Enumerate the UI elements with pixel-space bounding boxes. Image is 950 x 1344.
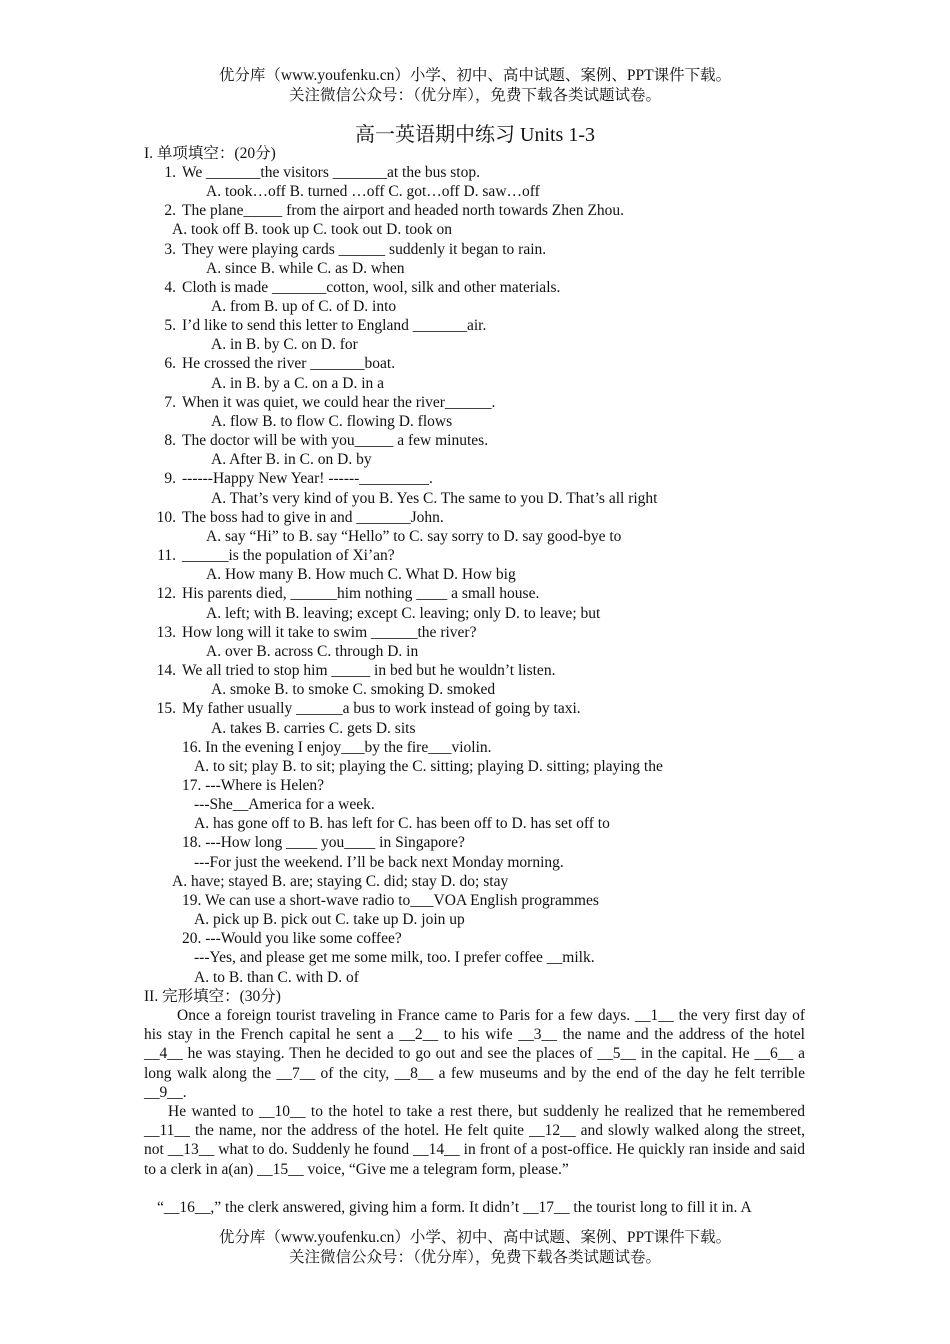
- question-17-dialogue: ---She__America for a week.: [194, 796, 375, 813]
- question-text: When it was quiet, we could hear the river______.: [182, 394, 496, 411]
- question-text: They were playing cards ______ suddenly it began to rain.: [182, 241, 547, 258]
- question-3-stem: [144, 240, 546, 259]
- question-19-options: A. pick up B. pick out C. take up D. join up: [194, 911, 465, 928]
- question-14-stem: [144, 661, 555, 680]
- question-number: 1.: [164, 164, 176, 181]
- question-number: 13.: [156, 624, 176, 641]
- cloze-paragraph-1: Once a foreign tourist traveling in France came to Paris for a few days. __1__ the very first day of his stay in the French capital he sent a __2__ to his wife __3__ the name and the address of the hotel __4__ he was staying. Then he decided to go out and see the places of __5__ in the capital. He __6__ a long walk along the __7__ of the city, __8__ a few museums and by the end of the day he felt terrible __9__.: [144, 1007, 805, 1101]
- question-text: ______is the population of Xi’an?: [182, 547, 395, 564]
- question-18-stem: 18. ---How long ____ you____ in Singapore?: [182, 834, 465, 851]
- question-5-stem: [144, 316, 486, 335]
- question-20-dialogue: ---Yes, and please get me some milk, too. I prefer coffee __milk.: [194, 949, 595, 966]
- question-19-stem: 19. We can use a short-wave radio to___VOA English programmes: [182, 892, 599, 909]
- question-4-stem: [144, 278, 560, 297]
- question-14-options: A. smoke B. to smoke C. smoking D. smoked: [211, 681, 496, 698]
- question-text: The plane_____ from the airport and headed north towards Zhen Zhou.: [182, 202, 625, 219]
- question-number: 9.: [164, 470, 176, 487]
- question-1-stem: [144, 163, 480, 182]
- question-text: He crossed the river _______boat.: [182, 355, 396, 372]
- question-text: I’d like to send this letter to England _______air.: [182, 317, 487, 334]
- section-2-heading: II. 完形填空：(30分): [144, 988, 281, 1005]
- question-17-options: A. has gone off to B. has left for C. has been off to D. has set off to: [194, 815, 610, 832]
- question-12-options: A. left; with B. leaving; except C. leaving; only D. to leave; but: [206, 605, 601, 622]
- question-2-options: A. took off B. took up C. took out D. took on: [172, 221, 453, 238]
- question-number: 6.: [164, 355, 176, 372]
- cloze-paragraph-3: “__16__,” the clerk answered, giving him a form. It didn’t __17__ the tourist long to fill it in. A: [157, 1199, 752, 1216]
- question-11-options: A. How many B. How much C. What D. How big: [206, 566, 516, 583]
- question-2-stem: [144, 201, 624, 220]
- question-18-dialogue: ---For just the weekend. I’ll be back next Monday morning.: [194, 854, 564, 871]
- question-number: 2.: [164, 202, 176, 219]
- question-9-stem: [144, 469, 433, 488]
- question-number: 8.: [164, 432, 176, 449]
- question-text: How long will it take to swim ______the river?: [182, 624, 477, 641]
- footer-line-1: 优分库（www.youfenku.cn）小学、初中、高中试题、案例、PPT课件下载。: [218, 1229, 732, 1246]
- question-number: 15.: [156, 700, 176, 717]
- question-6-options: A. in B. by a C. on a D. in a: [211, 375, 385, 392]
- header-line-1: 优分库（www.youfenku.cn）小学、初中、高中试题、案例、PPT课件下载。: [218, 67, 732, 84]
- page-title: 高一英语期中练习 Units 1-3: [355, 124, 595, 146]
- question-3-options: A. since B. while C. as D. when: [206, 260, 405, 277]
- question-13-stem: [144, 623, 476, 642]
- question-10-options: A. say “Hi” to B. say “Hello” to C. say sorry to D. say good-bye to: [206, 528, 622, 545]
- footer-line-2: 关注微信公众号：（优分库），免费下载各类试题试卷。: [288, 1249, 661, 1266]
- question-text: Cloth is made _______cotton, wool, silk and other materials.: [182, 279, 561, 296]
- question-16-options: A. to sit; play B. to sit; playing the C. sitting; playing D. sitting; playing the: [194, 758, 663, 775]
- question-9-options: A. That’s very kind of you B. Yes C. The same to you D. That’s all right: [211, 490, 658, 507]
- question-11-stem: [144, 546, 395, 565]
- question-15-stem: [144, 699, 581, 718]
- question-13-options: A. over B. across C. through D. in: [206, 643, 419, 660]
- question-8-stem: [144, 431, 488, 450]
- question-text: My father usually ______a bus to work instead of going by taxi.: [182, 700, 581, 717]
- question-15-options: A. takes B. carries C. gets D. sits: [211, 720, 416, 737]
- cloze-paragraph-2: He wanted to __10__ to the hotel to take a rest there, but suddenly he realized that he remembered __11__ the name, nor the address of the hotel. He felt quite __12__ and slowly walked along the street, not __13__ what to do. Suddenly he found __14__ in front of a post-office. He quickly ran inside and said to a clerk in a(an) __15__ voice, “Give me a telegram form, please.”: [144, 1103, 805, 1178]
- question-17-stem: 17. ---Where is Helen?: [182, 777, 325, 794]
- question-number: 3.: [164, 241, 176, 258]
- question-number: 14.: [156, 662, 176, 679]
- question-10-stem: [144, 508, 444, 527]
- question-20-stem: 20. ---Would you like some coffee?: [182, 930, 402, 947]
- question-text: His parents died, ______him nothing ____ a small house.: [182, 585, 540, 602]
- question-number: 7.: [164, 394, 176, 411]
- question-18-options: A. have; stayed B. are; staying C. did; stay D. do; stay: [172, 873, 509, 890]
- question-7-stem: [144, 393, 495, 412]
- question-5-options: A. in B. by C. on D. for: [211, 336, 358, 353]
- question-16-stem: 16. In the evening I enjoy___by the fire___violin.: [182, 739, 492, 756]
- question-text: The boss had to give in and _______John.: [182, 509, 444, 526]
- question-text: The doctor will be with you_____ a few minutes.: [182, 432, 489, 449]
- question-text: ------Happy New Year! ------_________.: [182, 470, 433, 487]
- question-6-stem: [144, 354, 395, 373]
- question-number: 5.: [164, 317, 176, 334]
- question-12-stem: [144, 584, 539, 603]
- question-1-options: A. took…off B. turned …off C. got…off D. saw…off: [206, 183, 540, 200]
- question-number: 10.: [156, 509, 176, 526]
- question-8-options: A. After B. in C. on D. by: [211, 451, 372, 468]
- question-4-options: A. from B. up of C. of D. into: [211, 298, 397, 315]
- question-text: We all tried to stop him _____ in bed but he wouldn’t listen.: [182, 662, 556, 679]
- question-number: 12.: [156, 585, 176, 602]
- section-1-heading: I. 单项填空：(20分): [144, 145, 276, 162]
- question-number: 4.: [164, 279, 176, 296]
- header-line-2: 关注微信公众号：（优分库），免费下载各类试题试卷。: [288, 87, 661, 104]
- question-text: We _______the visitors _______at the bus stop.: [182, 164, 480, 181]
- question-7-options: A. flow B. to flow C. flowing D. flows: [211, 413, 453, 430]
- question-number: 11.: [157, 547, 176, 564]
- question-20-options: A. to B. than C. with D. of: [194, 969, 359, 986]
